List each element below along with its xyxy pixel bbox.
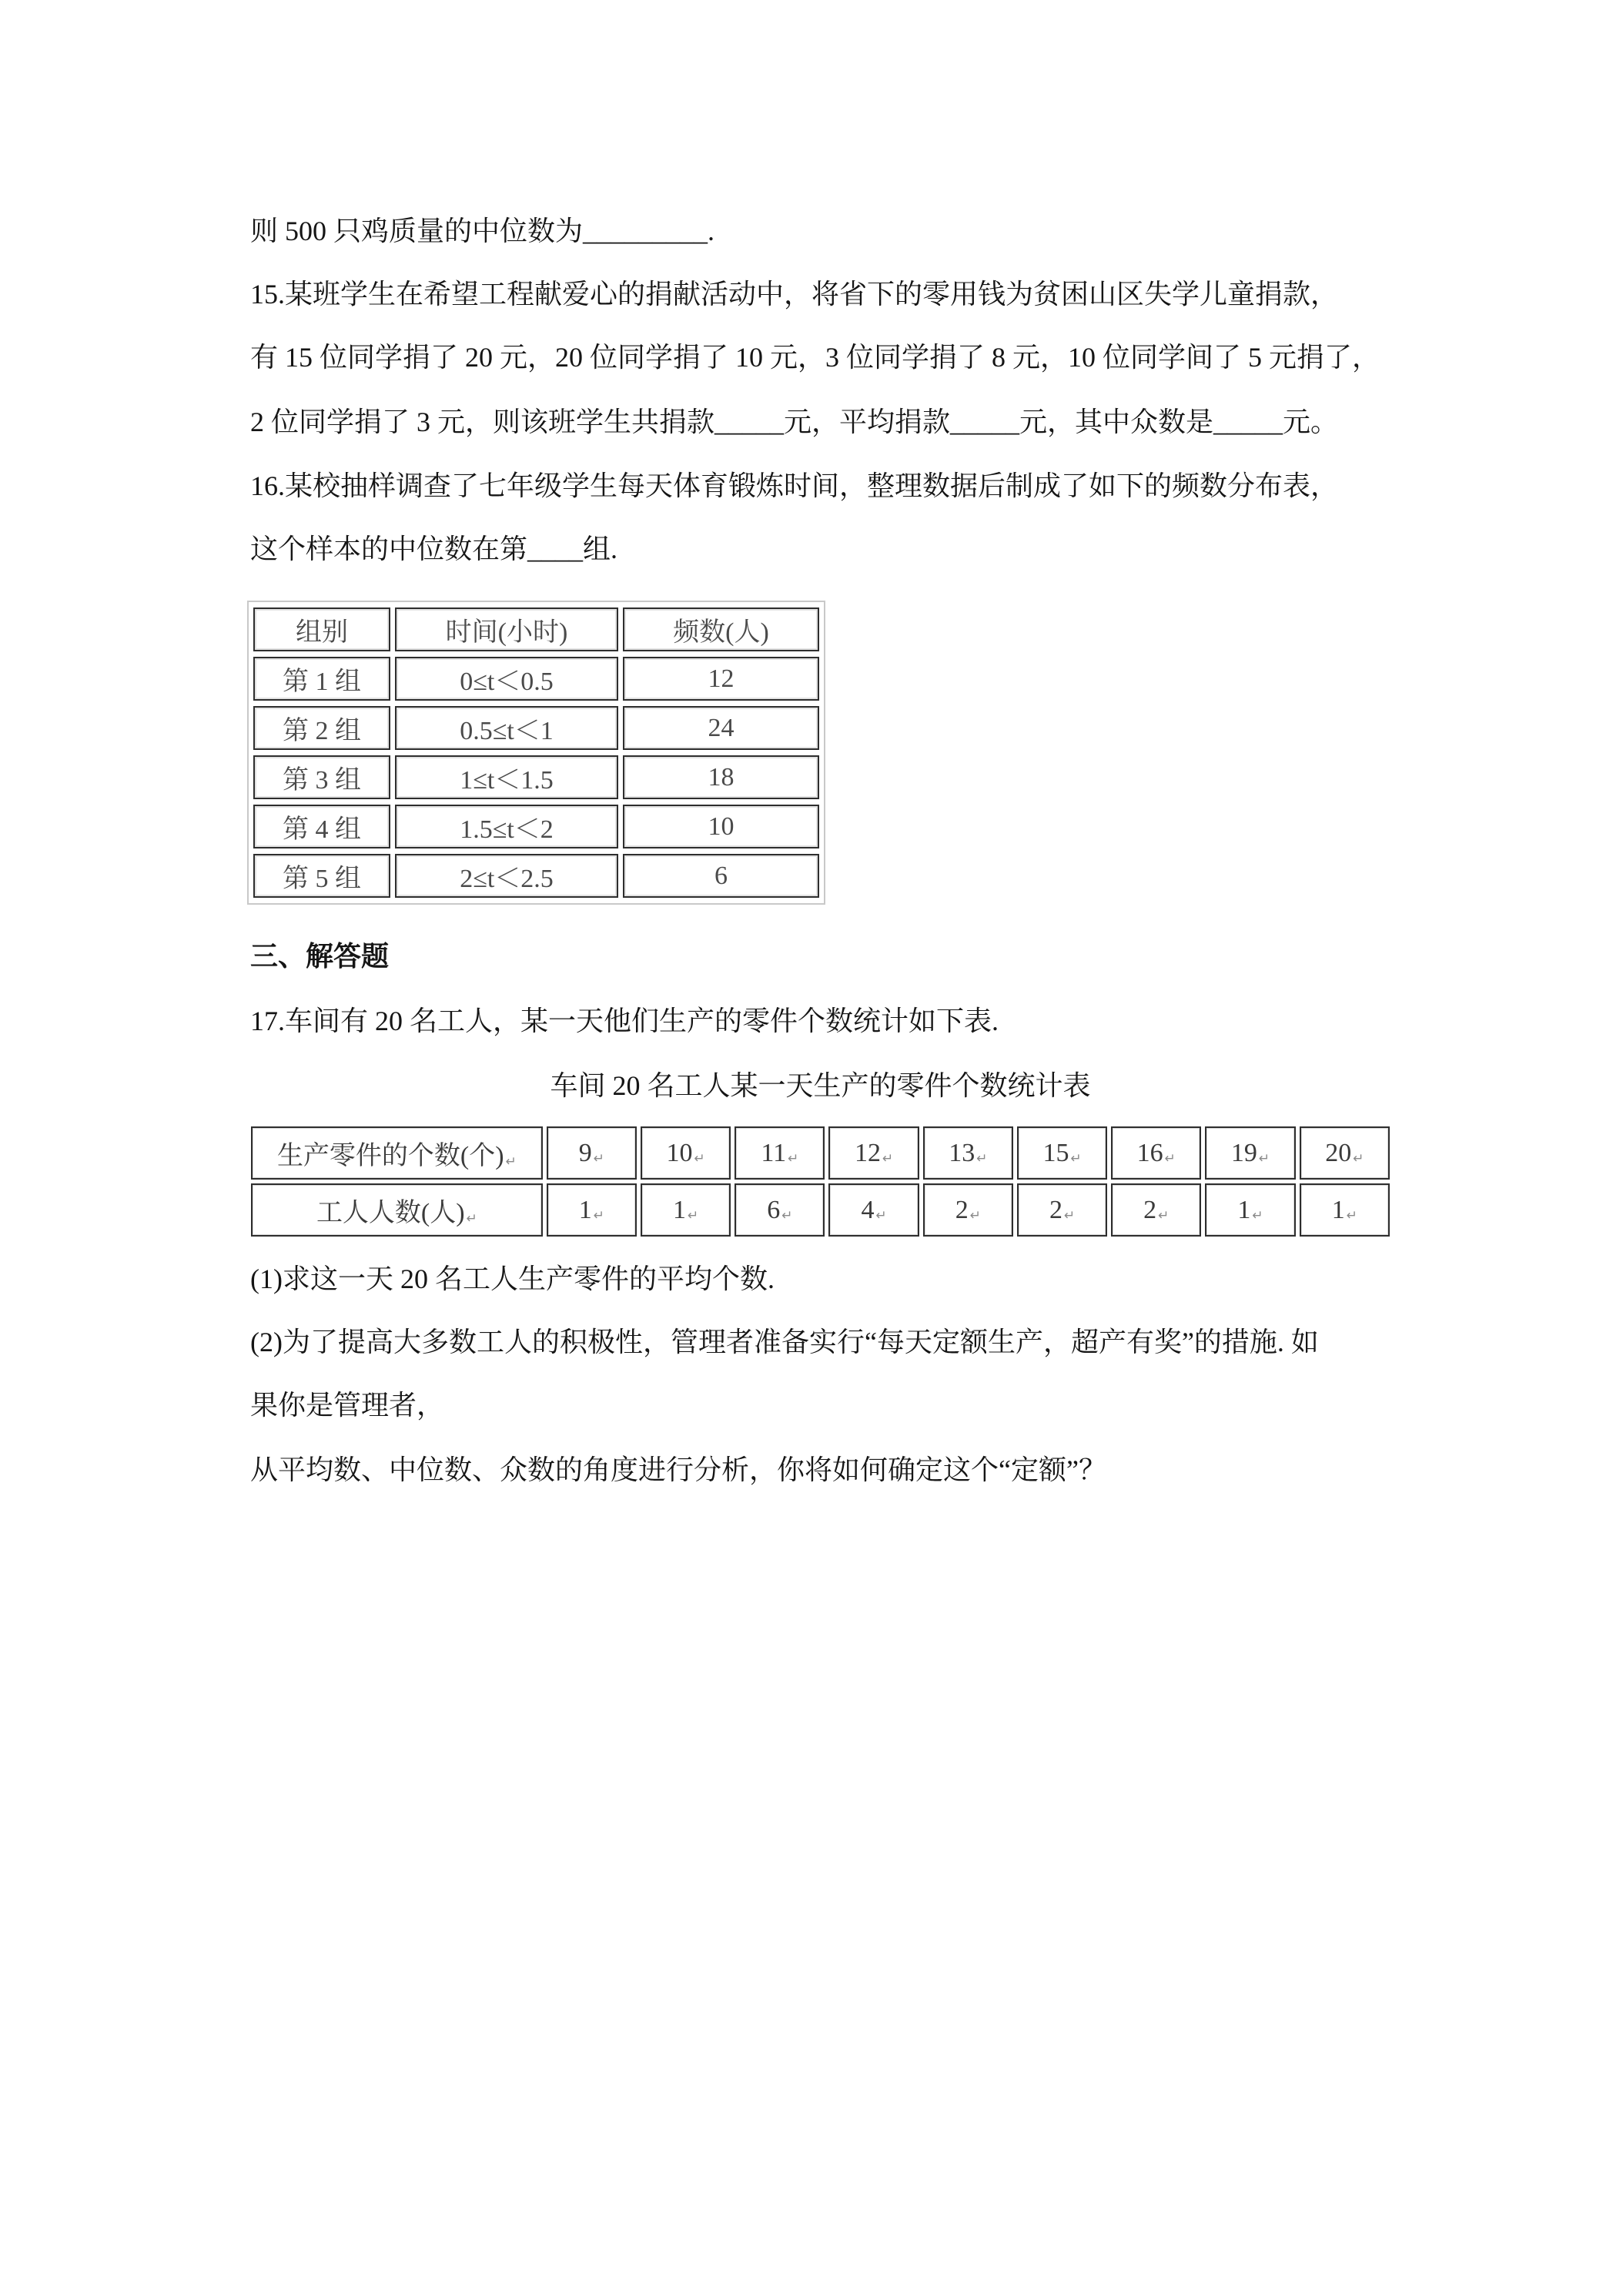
paragraph-mark: ↵ (1158, 1207, 1170, 1223)
cell-value: 10 (666, 1138, 693, 1167)
cell-value: 19 (1230, 1138, 1257, 1167)
cell-value: 20 (1325, 1138, 1352, 1167)
cell-value: 9 (578, 1138, 592, 1167)
paragraph-mark: ↵ (593, 1207, 605, 1223)
parts-cell (1111, 1126, 1201, 1180)
paragraph-mark: ↵ (1252, 1207, 1263, 1223)
row-label: 工人人数(人) (316, 1199, 465, 1227)
paragraph-mark: ↵ (788, 1150, 799, 1166)
paragraph-mark: ↵ (882, 1150, 894, 1166)
parts-cell (1017, 1126, 1107, 1180)
paragraph-mark: ↵ (1346, 1207, 1357, 1223)
section-heading: 三、解答题 (250, 941, 390, 972)
header-group: 组别 (253, 607, 390, 651)
frequency-cell: 10 (623, 805, 819, 848)
table-row (253, 657, 819, 701)
table-caption: 车间 20 名工人某一天生产的零件个数统计表 (550, 1070, 1091, 1101)
group-cell: 第 5 组 (253, 854, 390, 898)
question-14-tail: 则 500 只鸡质量的中位数为_________. (250, 216, 715, 246)
count-cell (1300, 1183, 1390, 1237)
table-row (253, 805, 819, 848)
worker-count-row (251, 1183, 1390, 1237)
question-17-part-2-line-1: (2)为了提高大多数工人的积极性，管理者准备实行“每天定额生产，超产有奖”的措施. 如 (250, 1327, 1319, 1357)
group-cell: 第 2 组 (253, 706, 390, 750)
cell-value: 2 (1143, 1195, 1157, 1224)
time-range-cell: 0.5≤t＜1 (395, 706, 618, 750)
cell-value: 1 (1237, 1195, 1251, 1224)
parts-cell (1205, 1126, 1295, 1180)
time-range-cell: 0≤t＜0.5 (395, 657, 618, 701)
cell-value: 1 (578, 1195, 592, 1224)
paragraph-mark: ↵ (505, 1154, 517, 1170)
question-15-line-2: 有 15 位同学捐了 20 元，20 位同学捐了 10 元，3 位同学捐了 8 元，10 位同学间了 5 元捐了， (250, 342, 1380, 373)
parts-cell (641, 1126, 731, 1180)
parts-cell (735, 1126, 825, 1180)
cell-value: 11 (761, 1138, 787, 1167)
question-15-line-1: 15.某班学生在希望工程献爱心的捐献活动中，将省下的零用钱为贫困山区失学儿童捐款， (250, 279, 1339, 310)
group-cell: 第 1 组 (253, 657, 390, 701)
paragraph-mark: ↵ (466, 1211, 477, 1227)
frequency-cell: 12 (623, 657, 819, 701)
table-header-row (253, 607, 819, 651)
cell-value: 2 (955, 1195, 969, 1224)
group-cell: 第 3 组 (253, 755, 390, 799)
parts-cell (1300, 1126, 1390, 1180)
frequency-cell: 6 (623, 854, 819, 898)
group-cell: 第 4 组 (253, 805, 390, 848)
parts-cell (547, 1126, 637, 1180)
paragraph-mark: ↵ (781, 1207, 793, 1223)
count-cell (547, 1183, 637, 1237)
parts-made-row (251, 1126, 1390, 1180)
count-cell (641, 1183, 731, 1237)
paragraph-mark: ↵ (694, 1150, 705, 1166)
question-16-line-1: 16.某校抽样调查了七年级学生每天体育锻炼时间，整理数据后制成了如下的频数分布表， (250, 470, 1339, 501)
count-cell (1205, 1183, 1295, 1237)
frequency-cell: 24 (623, 706, 819, 750)
frequency-cell: 18 (623, 755, 819, 799)
cell-value: 15 (1042, 1138, 1069, 1167)
paragraph-mark: ↵ (1164, 1150, 1176, 1166)
cell-value: 1 (1331, 1195, 1345, 1224)
question-15-line-3: 2 位同学捐了 3 元，则该班学生共捐款_____元，平均捐款_____元，其中众数是_____元。 (250, 407, 1339, 437)
paragraph-mark: ↵ (593, 1150, 605, 1166)
question-16-line-2: 这个样本的中位数在第____组. (250, 534, 618, 564)
cell-value: 16 (1136, 1138, 1163, 1167)
count-cell (1111, 1183, 1201, 1237)
table-row (253, 854, 819, 898)
count-cell (1017, 1183, 1107, 1237)
cell-value: 12 (854, 1138, 881, 1167)
cell-value: 1 (673, 1195, 686, 1224)
cell-value: 2 (1049, 1195, 1062, 1224)
header-time: 时间(小时) (395, 607, 618, 651)
time-range-cell: 1≤t＜1.5 (395, 755, 618, 799)
cell-value: 13 (949, 1138, 975, 1167)
paragraph-mark: ↵ (1353, 1150, 1364, 1166)
cell-value: 6 (767, 1195, 781, 1224)
frequency-distribution-table (247, 601, 825, 905)
time-range-cell: 1.5≤t＜2 (395, 805, 618, 848)
parts-cell (828, 1126, 919, 1180)
paragraph-mark: ↵ (1063, 1207, 1076, 1223)
count-cell (735, 1183, 825, 1237)
worker-parts-table (247, 1123, 1394, 1240)
row-label: 生产零件的个数(个) (276, 1142, 504, 1170)
table-row (253, 755, 819, 799)
count-cell (828, 1183, 919, 1237)
paragraph-mark: ↵ (969, 1207, 981, 1223)
parts-cell (923, 1126, 1013, 1180)
cell-value: 4 (861, 1195, 875, 1224)
paragraph-mark: ↵ (875, 1207, 887, 1223)
question-17-part-1: (1)求这一天 20 名工人生产零件的平均个数. (250, 1263, 775, 1294)
paragraph-mark: ↵ (1070, 1150, 1082, 1166)
paragraph-mark: ↵ (976, 1150, 988, 1166)
paragraph-mark: ↵ (688, 1207, 699, 1223)
question-17-part-2-line-3: 从平均数、中位数、众数的角度进行分析，你将如何确定这个“定额”？ (250, 1454, 1106, 1485)
row-label-cell (251, 1183, 543, 1237)
question-17-part-2-line-2: 果你是管理者， (250, 1390, 445, 1421)
header-frequency: 频数(人) (623, 607, 819, 651)
time-range-cell: 2≤t＜2.5 (395, 854, 618, 898)
table-row (253, 706, 819, 750)
row-label-cell (251, 1126, 543, 1180)
paragraph-mark: ↵ (1258, 1150, 1270, 1166)
question-17-stem: 17.车间有 20 名工人，某一天他们生产的零件个数统计如下表. (250, 1006, 999, 1036)
count-cell (923, 1183, 1013, 1237)
